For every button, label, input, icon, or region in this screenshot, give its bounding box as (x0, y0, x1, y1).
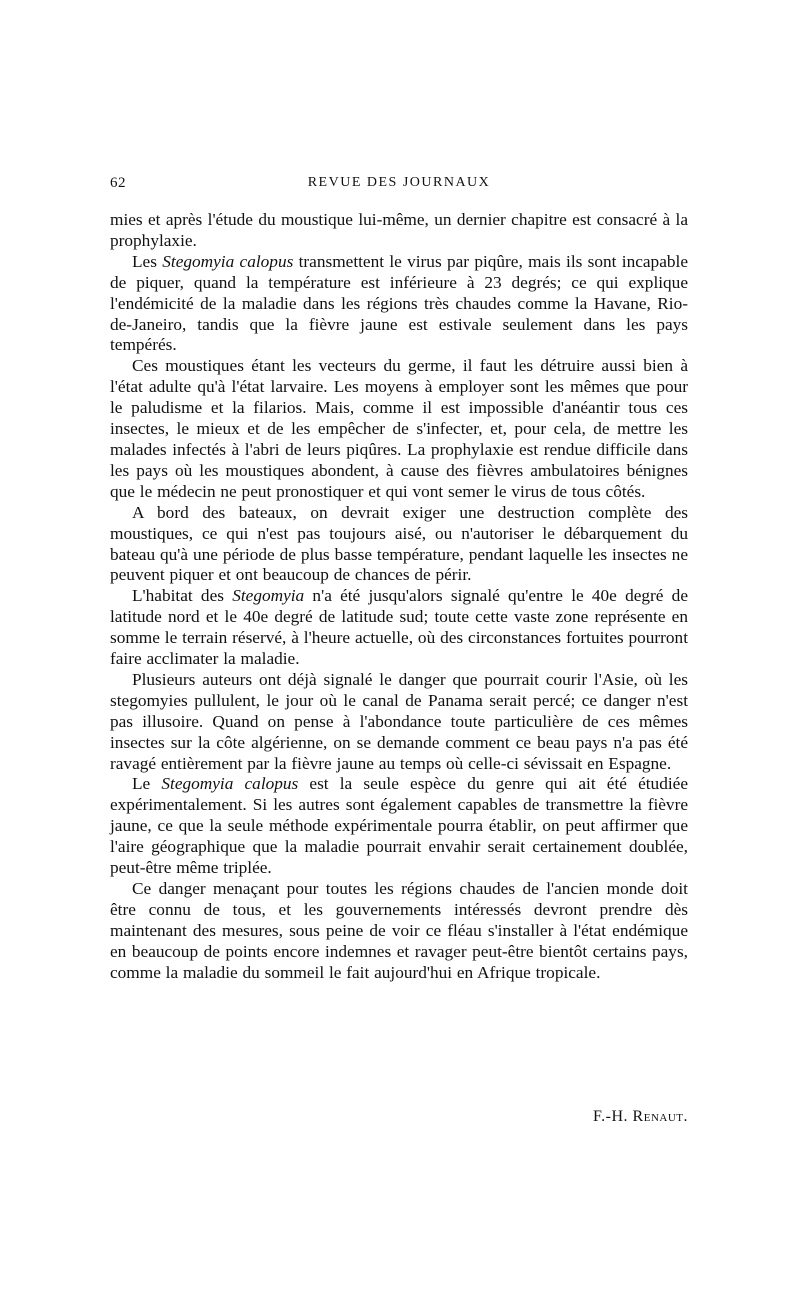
italic-term: Stegomyia calopus (161, 774, 299, 794)
paragraph-text: Les (132, 251, 163, 271)
paragraph (110, 774, 688, 879)
paragraph-text: n'a été jusqu'alors signalé qu'entre le 40e degré de latitude nord et le 40e degré de latitude sud; toute cette vaste zone représente en somme le terrain réservé, à l'heure actuelle, où des circonstances fortuites pourront faire acclimater la maladie. (110, 586, 688, 669)
italic-term: Stegomyia (232, 586, 305, 606)
paragraph-text: mies et après l'étude du moustique lui-même, un dernier chapitre est consacré à la prophylaxie. (110, 210, 688, 250)
page-header (110, 175, 688, 197)
paragraph-text: Le (132, 774, 162, 794)
paragraph (110, 252, 688, 357)
article-body (110, 210, 688, 984)
paragraph-text: est la seule espèce du genre qui ait été étudiée expérimentalement. Si les autres sont également capables de transmettre la fièvre jaune, ce que la seule méthode expérimentale pourra établir, on peut affirmer que l'aire géographique que la maladie pourrait envahir serait certainement doublée, peut-être même triplée. (110, 774, 688, 878)
signature-text: F.-H. Renaut. (593, 1108, 688, 1125)
paragraph (110, 670, 688, 775)
paragraph-text: Ce danger menaçant pour toutes les régions chaudes de l'ancien monde doit être connu de tous, et les gouvernements intéressés devront prendre dès maintenant des mesures, sous peine de voir ce fléau s'installer à l'état endémique en beaucoup de points encore indemnes et ravager peut-être bientôt certains pays, comme la maladie du sommeil le fait aujourd'hui en Afrique tropicale. (110, 879, 688, 982)
paragraph (110, 503, 688, 587)
paragraph (110, 586, 688, 670)
paragraph-text: Plusieurs auteurs ont déjà signalé le danger que pourrait courir l'Asie, où les stegomyies pullulent, le jour où le canal de Panama serait percé; ce danger n'est pas illusoire. Quand on pense à l'abondance toute particulière de ces mêmes insectes sur la côte algérienne, on se demande comment ce beau pays n'a pas été ravagé entièrement par la fièvre jaune au temps où celle-ci sévissait en Espagne. (110, 669, 688, 773)
running-head: REVUE DES JOURNAUX (307, 175, 491, 190)
italic-term: Stegomyia calopus (162, 251, 294, 271)
paragraph (110, 879, 688, 984)
paragraph (110, 356, 688, 502)
paragraph-text: Ces moustiques étant les vecteurs du germe, il faut les détruire aussi bien à l'état adulte qu'à l'état larvaire. Les moyens à employer sont les mêmes que pour le paludisme et la filarios. Mais, comme il est impossible d'anéantir tous ces insectes, le mieux et de les empêcher de s'infecter, et, pour cela, de mettre les malades infectés à l'abri de leurs piqûres. La prophylaxie est rendue difficile dans les pays où les moustiques abondent, à cause des fièvres ambulatoires bénignes que le médecin ne peut pronostiquer et qui vont semer le virus de tous côtés. (110, 356, 688, 501)
paragraph-text: transmettent le virus par piqûre, mais ils sont incapable de piquer, quand la température est inférieure à 23 degrés; ce qui explique l'endémicité de la maladie dans les régions très chaudes comme la Havane, Rio-de-Janeiro, tandis que la fièvre jaune est estivale seulement dans les pays tempérés. (110, 251, 688, 355)
paragraph (110, 210, 688, 252)
page-number: 62 (110, 175, 126, 191)
paragraph-text: A bord des bateaux, on devrait exiger une destruction complète des moustiques, ce qui n'est pas toujours aisé, ou n'autoriser le débarquement du bateau qu'à une période de plus basse température, pendant laquelle les insectes ne peuvent piquer et ont beaucoup de chances de périr. (110, 502, 688, 585)
author-signature (110, 1108, 688, 1126)
paragraph-text: L'habitat des (132, 586, 233, 606)
